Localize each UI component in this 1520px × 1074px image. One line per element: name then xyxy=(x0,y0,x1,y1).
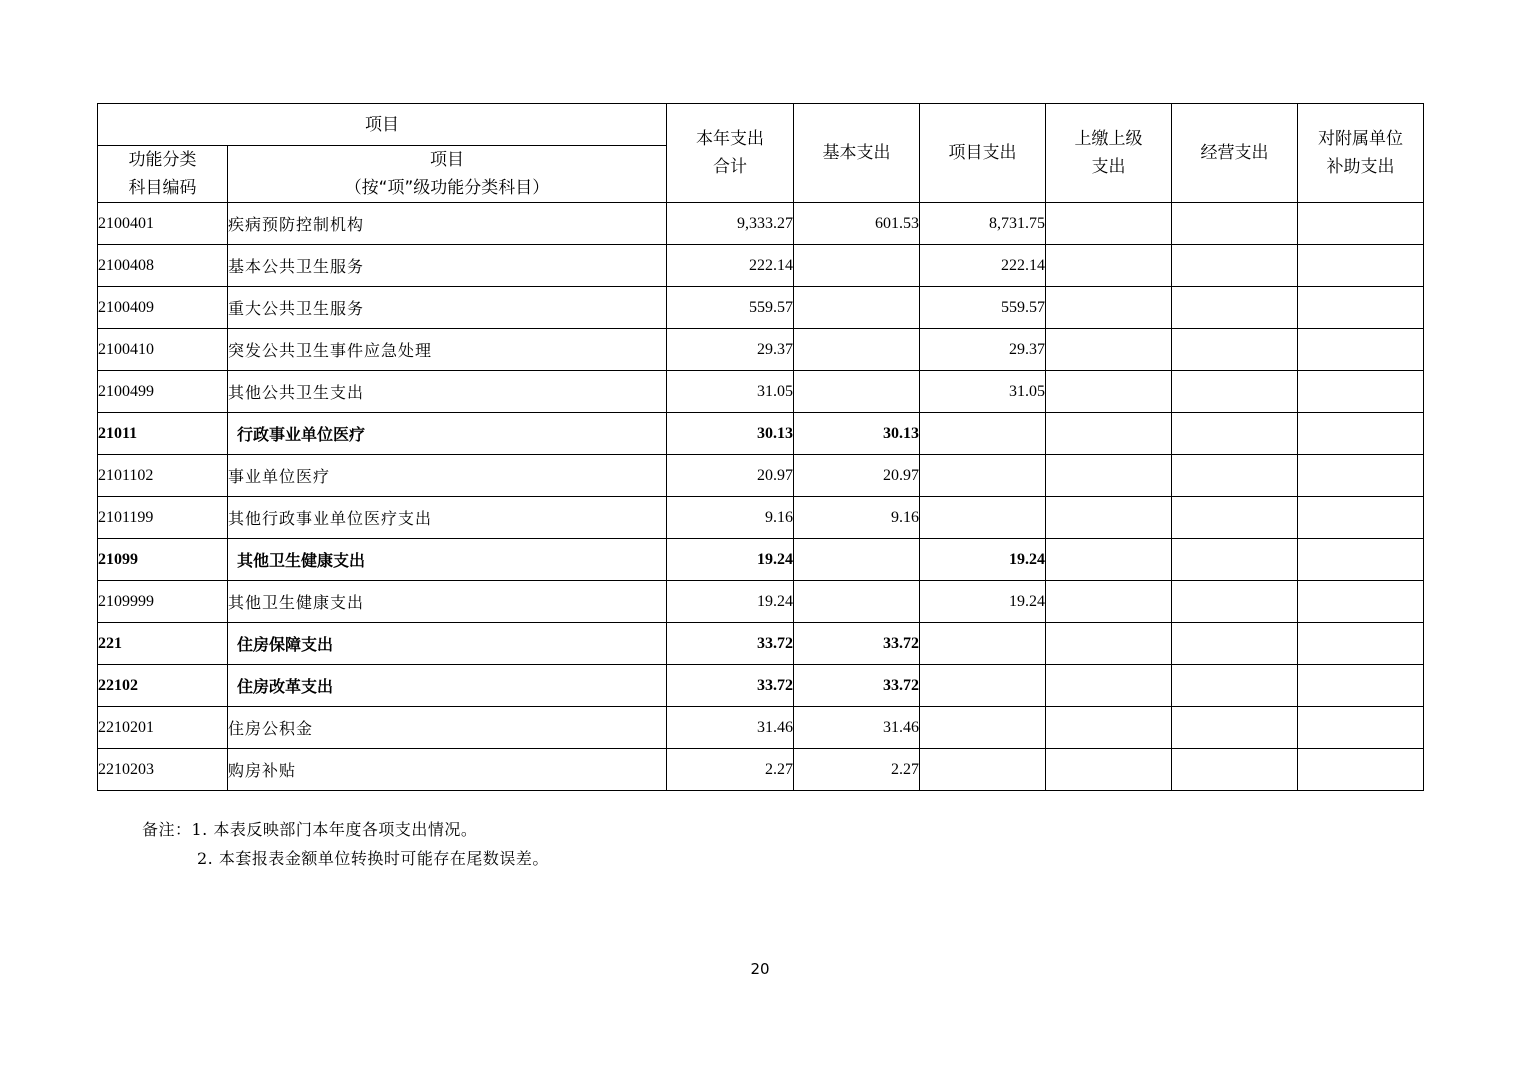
cell-subsidy xyxy=(1298,623,1424,665)
cell-upper xyxy=(1046,413,1172,455)
cell-upper xyxy=(1046,203,1172,245)
header-total xyxy=(667,104,794,203)
cell-operating xyxy=(1172,245,1298,287)
cell-name: 住房保障支出 xyxy=(228,623,667,665)
header-project: 项目支出 xyxy=(920,104,1046,203)
cell-name: 事业单位医疗 xyxy=(228,455,667,497)
cell-name: 购房补贴 xyxy=(228,749,667,791)
header-name xyxy=(228,146,667,203)
cell-subsidy xyxy=(1298,581,1424,623)
cell-basic xyxy=(794,245,920,287)
header-subsidy-line2: 补助支出 xyxy=(1326,157,1395,177)
cell-operating xyxy=(1172,581,1298,623)
cell-upper xyxy=(1046,623,1172,665)
table-row xyxy=(98,581,1424,623)
cell-project xyxy=(920,497,1046,539)
cell-total: 29.37 xyxy=(667,329,794,371)
cell-operating xyxy=(1172,203,1298,245)
expenditure-table xyxy=(97,103,1424,791)
cell-total: 31.46 xyxy=(667,707,794,749)
cell-name: 其他卫生健康支出 xyxy=(228,539,667,581)
cell-name: 住房改革支出 xyxy=(228,665,667,707)
cell-upper xyxy=(1046,539,1172,581)
cell-subsidy xyxy=(1298,749,1424,791)
header-item-group: 项目 xyxy=(98,104,667,146)
footnote-1: 备注：1. 本表反映部门本年度各项支出情况。 xyxy=(142,820,478,839)
cell-code: 2210203 xyxy=(98,749,228,791)
cell-code: 2109999 xyxy=(98,581,228,623)
cell-code: 2101102 xyxy=(98,455,228,497)
table-row xyxy=(98,665,1424,707)
page-number: 20 xyxy=(750,960,770,978)
table-row xyxy=(98,329,1424,371)
cell-operating xyxy=(1172,371,1298,413)
cell-total: 19.24 xyxy=(667,539,794,581)
cell-subsidy xyxy=(1298,413,1424,455)
cell-code: 2210201 xyxy=(98,707,228,749)
cell-upper xyxy=(1046,707,1172,749)
cell-operating xyxy=(1172,539,1298,581)
cell-upper xyxy=(1046,287,1172,329)
table-row xyxy=(98,245,1424,287)
header-subsidy-line1: 对附属单位 xyxy=(1318,129,1403,149)
header-upper xyxy=(1046,104,1172,203)
cell-name: 其他公共卫生支出 xyxy=(228,371,667,413)
cell-total: 559.57 xyxy=(667,287,794,329)
cell-total: 30.13 xyxy=(667,413,794,455)
cell-code: 2100401 xyxy=(98,203,228,245)
header-subsidy xyxy=(1298,104,1424,203)
table-body xyxy=(98,203,1424,791)
cell-name: 住房公积金 xyxy=(228,707,667,749)
cell-total: 222.14 xyxy=(667,245,794,287)
table-row xyxy=(98,707,1424,749)
cell-total: 19.24 xyxy=(667,581,794,623)
cell-subsidy xyxy=(1298,371,1424,413)
cell-project xyxy=(920,455,1046,497)
cell-basic: 601.53 xyxy=(794,203,920,245)
cell-subsidy xyxy=(1298,455,1424,497)
cell-project: 19.24 xyxy=(920,539,1046,581)
cell-project: 559.57 xyxy=(920,287,1046,329)
cell-basic xyxy=(794,329,920,371)
cell-code: 2100499 xyxy=(98,371,228,413)
cell-basic: 33.72 xyxy=(794,665,920,707)
cell-basic: 33.72 xyxy=(794,623,920,665)
cell-total: 33.72 xyxy=(667,665,794,707)
cell-basic xyxy=(794,287,920,329)
cell-name: 基本公共卫生服务 xyxy=(228,245,667,287)
table-row xyxy=(98,203,1424,245)
footnotes xyxy=(142,815,549,873)
table-row xyxy=(98,287,1424,329)
cell-basic xyxy=(794,371,920,413)
table-row xyxy=(98,497,1424,539)
cell-subsidy xyxy=(1298,245,1424,287)
cell-project: 29.37 xyxy=(920,329,1046,371)
cell-operating xyxy=(1172,623,1298,665)
header-upper-line1: 上缴上级 xyxy=(1074,129,1143,149)
cell-basic: 30.13 xyxy=(794,413,920,455)
cell-upper xyxy=(1046,581,1172,623)
cell-subsidy xyxy=(1298,329,1424,371)
cell-upper xyxy=(1046,245,1172,287)
footnote-2: 2. 本套报表金额单位转换时可能存在尾数误差。 xyxy=(197,849,549,868)
table-row xyxy=(98,455,1424,497)
cell-basic xyxy=(794,539,920,581)
cell-upper xyxy=(1046,749,1172,791)
header-code-line2: 科目编码 xyxy=(128,178,197,198)
cell-project xyxy=(920,707,1046,749)
cell-code: 221 xyxy=(98,623,228,665)
cell-total: 31.05 xyxy=(667,371,794,413)
cell-basic: 2.27 xyxy=(794,749,920,791)
cell-project xyxy=(920,623,1046,665)
cell-operating xyxy=(1172,749,1298,791)
cell-project: 8,731.75 xyxy=(920,203,1046,245)
header-name-line1: 项目 xyxy=(430,150,464,170)
table-row xyxy=(98,371,1424,413)
cell-total: 2.27 xyxy=(667,749,794,791)
header-total-line1: 本年支出 xyxy=(696,129,764,149)
cell-code: 2100410 xyxy=(98,329,228,371)
header-upper-line2: 支出 xyxy=(1091,157,1126,177)
cell-subsidy xyxy=(1298,539,1424,581)
cell-project: 222.14 xyxy=(920,245,1046,287)
cell-total: 33.72 xyxy=(667,623,794,665)
cell-name: 其他行政事业单位医疗支出 xyxy=(228,497,667,539)
cell-total: 20.97 xyxy=(667,455,794,497)
cell-operating xyxy=(1172,707,1298,749)
cell-subsidy xyxy=(1298,203,1424,245)
cell-project xyxy=(920,749,1046,791)
cell-basic: 31.46 xyxy=(794,707,920,749)
table-row xyxy=(98,413,1424,455)
header-operating: 经营支出 xyxy=(1172,104,1298,203)
cell-name: 重大公共卫生服务 xyxy=(228,287,667,329)
cell-total: 9,333.27 xyxy=(667,203,794,245)
cell-code: 21011 xyxy=(98,413,228,455)
cell-basic: 20.97 xyxy=(794,455,920,497)
cell-subsidy xyxy=(1298,665,1424,707)
header-code xyxy=(98,146,228,203)
cell-operating xyxy=(1172,413,1298,455)
cell-code: 2100409 xyxy=(98,287,228,329)
cell-project xyxy=(920,665,1046,707)
header-total-line2: 合计 xyxy=(713,157,747,177)
cell-operating xyxy=(1172,455,1298,497)
cell-basic: 9.16 xyxy=(794,497,920,539)
cell-name: 疾病预防控制机构 xyxy=(228,203,667,245)
cell-subsidy xyxy=(1298,707,1424,749)
cell-upper xyxy=(1046,455,1172,497)
cell-operating xyxy=(1172,665,1298,707)
table-row xyxy=(98,749,1424,791)
header-basic: 基本支出 xyxy=(794,104,920,203)
cell-operating xyxy=(1172,287,1298,329)
cell-name: 行政事业单位医疗 xyxy=(228,413,667,455)
cell-total: 9.16 xyxy=(667,497,794,539)
cell-upper xyxy=(1046,665,1172,707)
cell-code: 22102 xyxy=(98,665,228,707)
cell-project xyxy=(920,413,1046,455)
cell-operating xyxy=(1172,497,1298,539)
cell-name: 其他卫生健康支出 xyxy=(228,581,667,623)
cell-upper xyxy=(1046,497,1172,539)
cell-name: 突发公共卫生事件应急处理 xyxy=(228,329,667,371)
cell-upper xyxy=(1046,371,1172,413)
cell-operating xyxy=(1172,329,1298,371)
table-row xyxy=(98,539,1424,581)
cell-upper xyxy=(1046,329,1172,371)
cell-basic xyxy=(794,581,920,623)
header-code-line1: 功能分类 xyxy=(128,150,197,170)
cell-project: 19.24 xyxy=(920,581,1046,623)
cell-code: 2101199 xyxy=(98,497,228,539)
cell-subsidy xyxy=(1298,497,1424,539)
cell-subsidy xyxy=(1298,287,1424,329)
table-row xyxy=(98,623,1424,665)
header-name-line2: （按“项”级功能分类科目） xyxy=(344,178,550,198)
cell-code: 21099 xyxy=(98,539,228,581)
cell-code: 2100408 xyxy=(98,245,228,287)
cell-project: 31.05 xyxy=(920,371,1046,413)
